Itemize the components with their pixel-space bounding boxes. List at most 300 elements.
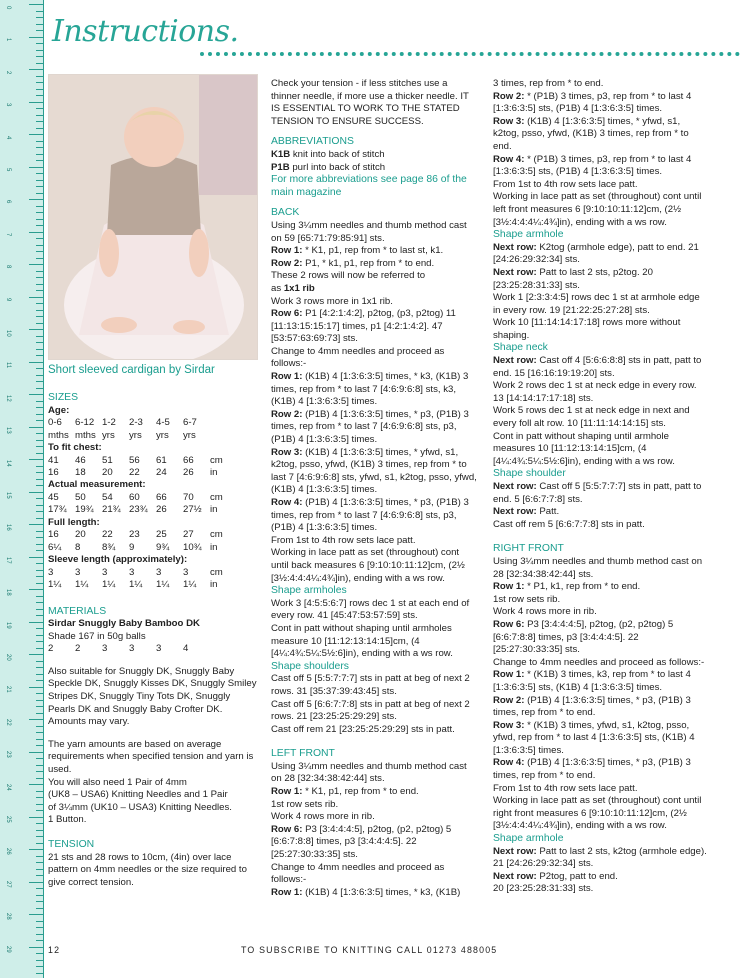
ruler-tick (36, 537, 43, 538)
row-label: Row 3: (493, 115, 525, 127)
ruler-tick (36, 160, 43, 161)
chest-table (48, 455, 237, 480)
ruler-tick (36, 30, 43, 31)
ruler-number: 12 (5, 394, 11, 402)
ruler-tick (29, 752, 43, 753)
row-label: Row 1: (271, 786, 303, 798)
back-text: From 1st to 4th row sets lace patt. (271, 534, 416, 546)
ruler-number: 26 (5, 848, 11, 856)
size-cell: in (210, 467, 218, 478)
subscribe-line: TO SUBSCRIBE TO KNITTING CALL 01273 488005 (241, 945, 498, 955)
ruler-tick (36, 479, 43, 480)
ruler-tick (36, 758, 43, 759)
ruler-tick (36, 251, 43, 252)
age-row-2 (48, 430, 210, 442)
size-cell: 23 (129, 529, 140, 541)
ruler-number: 24 (5, 783, 11, 791)
size-cell: yrs (102, 429, 115, 441)
size-cell: cm (210, 454, 223, 466)
text: 3 times, rep from * to end. (493, 78, 604, 89)
ruler-tick (36, 472, 43, 473)
ruler-number: 4 (5, 135, 11, 139)
size-cell: 2 (75, 643, 81, 655)
ruler-number: 8 (5, 265, 11, 269)
row-label: Row 1: (271, 371, 303, 383)
check-tension: Check your tension - if less stitches use a thinner needle, if more use a thicker needle. IT IS ESSENTIAL TO WORK TO THE STATED TENSION TO ENSURE SUCCESS. (271, 78, 469, 127)
size-cell: 22 (102, 529, 113, 541)
size-cell: 4 (183, 643, 189, 655)
ruler-number: 13 (5, 427, 11, 434)
ruler-tick (36, 544, 43, 545)
size-cell: 16 (48, 467, 59, 478)
size-cell: 2-3 (129, 417, 143, 429)
size-cell: 56 (129, 454, 140, 466)
materials-heading: MATERIALS (48, 605, 107, 617)
abbr-k1b-def: knit into back of stitch (290, 148, 385, 160)
size-cell: 1¼ (75, 579, 89, 591)
row-text: (K1B) 4 [1:3:6:3:5] times, * yfwd, s1, k2tog, psso, yfwd, (K1B) 3 times, rep from * to last 7 [4:6:9:6:8] sts, yfwd, s1, k2tog, psso, yfwd, (K1B) 4 [1:3:6:3:5] times. (271, 446, 477, 496)
ruler-tick (36, 836, 43, 837)
sizes-table (48, 417, 210, 442)
size-cell: 6-12 (75, 417, 95, 429)
ruler-tick (29, 427, 43, 428)
back-cast-on: Using 3¼mm needles and thumb method cast on 59 [65:71:79:85:91] sts. (271, 219, 467, 244)
row-label: Next row: (493, 870, 537, 882)
size-cell: 46 (75, 454, 86, 466)
row-text: Patt to last 2 sts, k2tog (armhole edge). 21 [24:26:29:32:34] sts. (493, 845, 707, 870)
ruler-tick (36, 56, 43, 57)
ruler-tick (36, 95, 43, 96)
ruler-tick (36, 271, 43, 272)
row-label: Row 1: (271, 245, 303, 257)
ruler-tick (36, 466, 43, 467)
left-front-text: Work 4 rows more in rib. (271, 811, 375, 823)
size-cell: 3 (75, 566, 81, 578)
ruler-tick (36, 810, 43, 811)
size-cell: 6-7 (183, 417, 197, 429)
ruler-tick (36, 901, 43, 902)
ruler-tick (36, 648, 43, 649)
abbr-p1b-def: purl into back of stitch (289, 161, 386, 173)
ruler-tick (36, 908, 43, 909)
need-line-2: (UK8 – USA6) Knitting Needles and 1 Pair (48, 789, 228, 801)
ruler-tick (36, 388, 43, 389)
row-label: Row 1: (493, 669, 525, 681)
size-cell: 20 (102, 467, 113, 478)
size-cell: 6¼ (48, 541, 62, 553)
row-label: Row 4: (271, 497, 303, 508)
row-text: Cast off 4 [5:6:6:8:8] sts in patt, patt to end. 15 [16:16:19:19:20] sts. (493, 355, 702, 379)
ruler-tick (36, 927, 43, 928)
row-text: * (K1B) 3 times, yfwd, s1, k2tog, psso, yfwd, rep from * to last 4 [1:3:6:3:5] sts, (K1B) 4 [1:3:6:3:5] times. (493, 719, 695, 756)
ruler-tick (36, 511, 43, 512)
abbr-p1b-term: P1B (271, 161, 290, 173)
row-text: (P1B) 4 [1:3:6:3:5] times, * p3, (P1B) 3 times, rep from * to last 7 [4:6:9:6:8] sts, p3, (P1B) 4 [1:3:6:3:5] times. (271, 497, 469, 534)
size-cell: 1¼ (102, 579, 116, 591)
ruler-number: 16 (5, 524, 11, 532)
size-cell: yrs (129, 429, 142, 441)
size-cell: 50 (75, 492, 86, 503)
size-cell: 3 (48, 566, 54, 578)
ruler-tick (36, 225, 43, 226)
row-text: P3 [3:4:4:4:5], p2tog, (p2, p2tog) 5 [6:6:7:8:8] times, p3 [3:4:4:4:5]. 22 [25:27:30:33:35] sts. (493, 618, 674, 656)
ruler-tick (36, 966, 43, 967)
ruler-tick (36, 375, 43, 376)
ruler-number: 20 (5, 654, 11, 661)
size-cell: 1¼ (183, 579, 197, 591)
size-cell: 8¾ (102, 541, 116, 553)
row-text: (P1B) 4 [1:3:6:3:5] times, * p3, (P1B) 3 times, rep from * to end. (493, 757, 691, 782)
ruler-number: 27 (5, 880, 11, 888)
ruler-tick (29, 102, 43, 103)
ruler-number: 29 (5, 945, 11, 953)
ruler-tick (36, 778, 43, 779)
row-label: Next row: (493, 266, 537, 278)
size-cell: 17¾ (48, 504, 67, 516)
ruler-number: 18 (5, 589, 11, 596)
row-label: Row 3: (493, 719, 525, 731)
size-cell: 26 (156, 504, 167, 516)
text: Change to 4mm needles and proceed as follows:- (493, 656, 705, 668)
size-cell: 4-5 (156, 417, 170, 429)
ruler-tick (29, 394, 43, 395)
row-text: P2tog, patt to end. (536, 870, 618, 882)
row-text: Cast off 5 [5:5:7:7:7] sts in patt, patt to end. 5 [6:6:7:7:8] sts. (493, 481, 702, 505)
ruler-tick (36, 765, 43, 766)
size-cell: 18 (75, 467, 86, 478)
back-heading: BACK (271, 207, 300, 219)
tension-heading: TENSION (48, 838, 95, 850)
ruler-tick (29, 589, 43, 590)
yarn-amounts: The yarn amounts are based on average requirements when specified tension and yarn is used. (48, 738, 254, 775)
size-cell: 2 (48, 643, 54, 655)
ruler-tick (36, 63, 43, 64)
ruler-number: 15 (5, 492, 11, 499)
ruler-tick (36, 895, 43, 896)
page-number: 12 (48, 945, 61, 955)
shape-armhole-heading: Shape armhole (493, 229, 564, 241)
row-label: Row 4: (493, 153, 525, 165)
size-cell: 3 (156, 566, 162, 578)
ruler-number: 19 (5, 621, 11, 629)
full-table (48, 529, 237, 554)
ruler-tick (36, 485, 43, 486)
column-1 (48, 392, 258, 889)
ruler-tick (36, 258, 43, 259)
age-row-1 (48, 417, 210, 429)
ruler-tick (36, 869, 43, 870)
full-label: Full length: (48, 516, 100, 528)
size-cell: 3 (129, 643, 135, 655)
ruler-tick (36, 141, 43, 142)
row-text: (P1B) 4 [1:3:6:3:5] times, * p3, (P1B) 3 times, rep from * to end. (493, 694, 691, 719)
ruler-tick (29, 297, 43, 298)
ruler-tick (29, 914, 43, 915)
ruler-tick (36, 706, 43, 707)
ruler-tick (29, 264, 43, 265)
row-label: Row 2: (493, 90, 525, 102)
ruler-tick (36, 862, 43, 863)
ruler-tick (36, 115, 43, 116)
need-line-3: of 3¼mm (UK10 – USA3) Knitting Needles. (48, 801, 232, 813)
row-text: * P1, k1, rep from * to end. (524, 581, 641, 593)
shape-shoulders-heading: Shape shoulders (271, 660, 349, 672)
need-line-4: 1 Button. (48, 814, 87, 826)
sleeve-row-in (48, 579, 237, 591)
row-label: Next row: (493, 241, 537, 253)
title-dotted-rule (200, 52, 740, 56)
ruler-tick (36, 667, 43, 668)
ruler-tick (36, 628, 43, 629)
size-cell: 51 (102, 454, 113, 466)
size-cell: 3 (129, 566, 135, 578)
ruler-tick (36, 888, 43, 889)
ruler-tick (36, 693, 43, 694)
shoulder-text: Cast off 5 [5:5:7:7:7] sts in patt at beg of next 2 rows. 31 [35:37:39:43:45] sts. (271, 673, 470, 697)
size-cell: 3 (102, 566, 108, 578)
row-label: Row 4: (493, 757, 525, 769)
ruler-tick (36, 732, 43, 733)
row-label: Row 1: (271, 886, 303, 898)
ruler-number: 0 (5, 6, 11, 10)
size-cell: 20 (75, 529, 86, 541)
materials-shade: Shade 167 in 50g balls (48, 630, 146, 642)
row-text: * K1, p1, rep from * to end. (302, 786, 419, 798)
ruler-margin (0, 0, 44, 978)
shape-neck-heading: Shape neck (493, 342, 548, 354)
ruler-number: 11 (5, 362, 11, 369)
size-cell: 10¾ (183, 541, 202, 553)
column-3 (493, 78, 708, 896)
ruler-tick (36, 797, 43, 798)
ruler-tick (36, 583, 43, 584)
abbr-k1b-term: K1B (271, 148, 291, 160)
back-text: Change to 4mm needles and proceed as follows:- (271, 345, 445, 370)
size-cell: 19¾ (75, 504, 94, 516)
ruler-tick (36, 11, 43, 12)
size-cell: 1¼ (156, 579, 170, 591)
ruler-tick (36, 108, 43, 109)
ruler-tick (36, 453, 43, 454)
size-cell: 61 (156, 454, 167, 466)
row-label: Next row: (493, 355, 537, 367)
row-text: P3 [3:4:4:4:5], p2tog, (p2, p2tog) 5 [6:6:7:8:8] times, p3 [3:4:4:4:5]. 22 [25:27:30:33:35] sts. (271, 823, 452, 861)
text: Working in lace patt as set (throughout) cont until left front measures 6 [9:10:10:11:12]cm, (2½ [3½:4:4:4¼:4¾]in), ending with a ws row. (493, 191, 702, 228)
text: From 1st to 4th row sets lace patt. (493, 782, 638, 794)
ruler-tick (36, 342, 43, 343)
row-text: * (P1B) 3 times, p3, rep from * to last 4 [1:3:6:3:5] sts, (P1B) 4 [1:3:6:3:5] times. (493, 153, 692, 178)
size-cell: in (210, 504, 218, 516)
ruler-tick (29, 329, 43, 330)
tension-text: 21 sts and 28 rows to 10cm, (4in) over lace pattern on 4mm needles or the size required to give correct tension. (48, 851, 247, 888)
ruler-tick (36, 349, 43, 350)
left-front-text: 1st row sets rib. (271, 798, 339, 810)
text: Work 2 rows dec 1 st at neck edge in every row. 13 [14:14:17:17:18] sts. (493, 380, 697, 404)
ruler-tick (36, 615, 43, 616)
size-cell: 16 (48, 529, 59, 541)
ruler-tick (36, 745, 43, 746)
ruler-tick (36, 960, 43, 961)
row-label: Row 6: (271, 308, 303, 320)
ruler-tick (29, 622, 43, 623)
size-cell: 27½ (183, 504, 202, 516)
also-suitable: Also suitable for Snuggly DK, Snuggly Baby Speckle DK, Snuggly Kisses DK, Snuggly Smiley Stripes DK, Snuggly Tiny Tots DK, Snuggly Pearls DK and Snuggly Baby Crofter DK. (48, 665, 257, 715)
ruler-tick (36, 856, 43, 857)
ruler-tick (29, 719, 43, 720)
ruler-number: 1 (5, 38, 11, 42)
ruler-tick (36, 661, 43, 662)
row-text: (K1B) 4 [1:3:6:3:5] times, * yfwd, s1, k2tog, psso, yfwd, (K1B) 3 times, rep from * to end. (493, 115, 689, 152)
ruler-number: 7 (5, 232, 11, 237)
shape-armhole-heading-2: Shape armhole (493, 833, 564, 845)
size-cell: yrs (156, 429, 169, 441)
ruler-number: 28 (5, 913, 11, 920)
size-cell: in (210, 579, 218, 591)
ruler-number: 23 (5, 751, 11, 758)
row-text: Patt to last 2 sts, p2tog. 20 [23:25:28:31:33] sts. (493, 266, 653, 291)
size-cell: 60 (129, 492, 140, 503)
ruler-tick (36, 420, 43, 421)
armhole-text: Work 3 [4:5:5:6:7] rows dec 1 st at each end of every row. 41 [45:47:53:57:59] sts. (271, 597, 470, 622)
ruler-tick (29, 232, 43, 233)
ruler-tick (36, 550, 43, 551)
ruler-tick (36, 973, 43, 974)
photo-caption: Short sleeved cardigan by Sirdar (48, 364, 215, 376)
actual-table (48, 492, 237, 517)
size-cell: 26 (183, 467, 194, 478)
abbreviations-heading: ABBREVIATIONS (271, 136, 354, 148)
right-front-heading: RIGHT FRONT (493, 543, 564, 555)
back-text: Work 3 rows more in 1x1 rib. (271, 295, 393, 307)
size-cell: 3 (102, 643, 108, 655)
size-cell: 70 (183, 492, 194, 503)
size-cell: cm (210, 529, 223, 541)
ruler-tick (36, 726, 43, 727)
ruler-tick (36, 953, 43, 954)
ruler-tick (29, 459, 43, 460)
ruler-tick (29, 654, 43, 655)
ruler-tick (36, 238, 43, 239)
ruler-tick (36, 875, 43, 876)
size-cell: cm (210, 492, 223, 503)
back-text: as (271, 282, 284, 294)
ruler-tick (36, 24, 43, 25)
ruler-tick (36, 303, 43, 304)
ruler-tick (36, 206, 43, 207)
ruler-tick (29, 687, 43, 688)
ruler-tick (29, 362, 43, 363)
ruler-tick (36, 518, 43, 519)
page-title: Instructions. (52, 14, 239, 49)
ruler-tick (36, 82, 43, 83)
size-cell: 9 (129, 541, 135, 553)
size-cell: 45 (48, 492, 59, 503)
row-text: (P1B) 4 [1:3:6:3:5] times, * p3, (P1B) 3 times, rep from * to last 7 [4:6:9:6:8] sts, p3, (P1B) 4 [1:3:6:3:5] times. (271, 408, 469, 446)
actual-row-in (48, 504, 237, 516)
ruler-tick (29, 167, 43, 168)
ruler-tick (36, 316, 43, 317)
more-abbreviations: For more abbreviations see page 86 of the main magazine (271, 174, 467, 198)
ruler-tick (36, 596, 43, 597)
ruler-tick (36, 186, 43, 187)
ruler-tick (36, 934, 43, 935)
ruler-tick (29, 849, 43, 850)
row-label: Next row: (493, 845, 537, 857)
text: 1st row sets rib. (493, 593, 561, 605)
ruler-tick (36, 700, 43, 701)
row-text: P1, * k1, p1, rep from * to end. (302, 257, 435, 269)
ruler-tick (36, 355, 43, 356)
ruler-number: 2 (5, 70, 11, 75)
text: Working in lace patt as set (throughout) cont until right front measures 6 [9:10:10:11:12]cm, (2½ [3½:4:4:4¼:4¾]in), ending with a ws row. (493, 795, 702, 832)
size-cell: 41 (48, 454, 59, 466)
ruler-number: 21 (5, 686, 11, 694)
ruler-tick (36, 713, 43, 714)
shoulder-text: Cast off rem 21 [23:25:25:29:29] sts in patt. (271, 723, 455, 735)
size-cell: 1¼ (48, 579, 62, 591)
size-cell: 24 (156, 467, 167, 478)
ruler-tick (29, 4, 43, 5)
ruler-tick (36, 771, 43, 772)
size-cell: 27 (183, 529, 194, 541)
ruler-tick (36, 570, 43, 571)
size-cell: 54 (102, 492, 113, 503)
ruler-number: 25 (5, 816, 11, 823)
ruler-tick (36, 433, 43, 434)
left-front-heading: LEFT FRONT (271, 748, 335, 760)
chest-row-cm (48, 455, 237, 467)
ruler-tick (36, 407, 43, 408)
ruler-tick (36, 440, 43, 441)
ruler-tick (29, 69, 43, 70)
ruler-tick (36, 680, 43, 681)
chest-row-in (48, 467, 237, 479)
ruler-number: 10 (5, 330, 11, 337)
text: From 1st to 4th row sets lace patt. (493, 178, 638, 190)
balls-table (48, 643, 210, 655)
actual-label: Actual measurement: (48, 479, 146, 491)
ruler-number: 6 (5, 200, 11, 204)
ruler-tick (36, 576, 43, 577)
sleeve-row-cm (48, 567, 237, 579)
ruler-tick (29, 37, 43, 38)
size-cell: 66 (183, 454, 194, 466)
baby-photo (48, 74, 258, 360)
shoulder-text: Cast off 5 [6:6:7:7:8] sts in patt at beg of next 2 rows. 21 [23:25:25:29:29] sts. (271, 698, 470, 723)
ruler-tick (36, 147, 43, 148)
ruler-tick (36, 193, 43, 194)
size-cell: 3 (183, 566, 189, 578)
ruler-tick (36, 739, 43, 740)
row-text: P1 [4:2:1:4:2], p2tog, (p3, p2tog) 11 [11:13:15:15:17] times, p1 [4:2:1:4:2]. 47 [53:57:63:69:73] sts. (271, 308, 456, 345)
ruler-tick (36, 336, 43, 337)
row-label: Next row: (493, 506, 537, 518)
size-cell: 66 (156, 492, 167, 503)
ruler-tick (29, 882, 43, 883)
text: Using 3¼mm needles and thumb method cast on 28 [32:34:38:42:44] sts. (493, 555, 703, 580)
actual-row-cm (48, 492, 237, 504)
ruler-tick (36, 823, 43, 824)
ruler-tick (36, 43, 43, 44)
text: Work 1 [2:3:3:4:5] rows dec 1 st at armhole edge in every row. 19 [21:22:25:27:28] sts. (493, 292, 700, 316)
text: Cont in patt without shaping until armhole measures 10 [11:12:13:14:15]cm, (4 [4¼:4¾:5¼:5½:6]in), ending with a ws row. (493, 430, 675, 467)
ruler-tick (36, 290, 43, 291)
ruler-tick (29, 199, 43, 200)
size-cell: 25 (156, 529, 167, 541)
ruler-tick (36, 843, 43, 844)
size-cell: mths (48, 429, 69, 441)
size-cell: mths (75, 429, 96, 441)
